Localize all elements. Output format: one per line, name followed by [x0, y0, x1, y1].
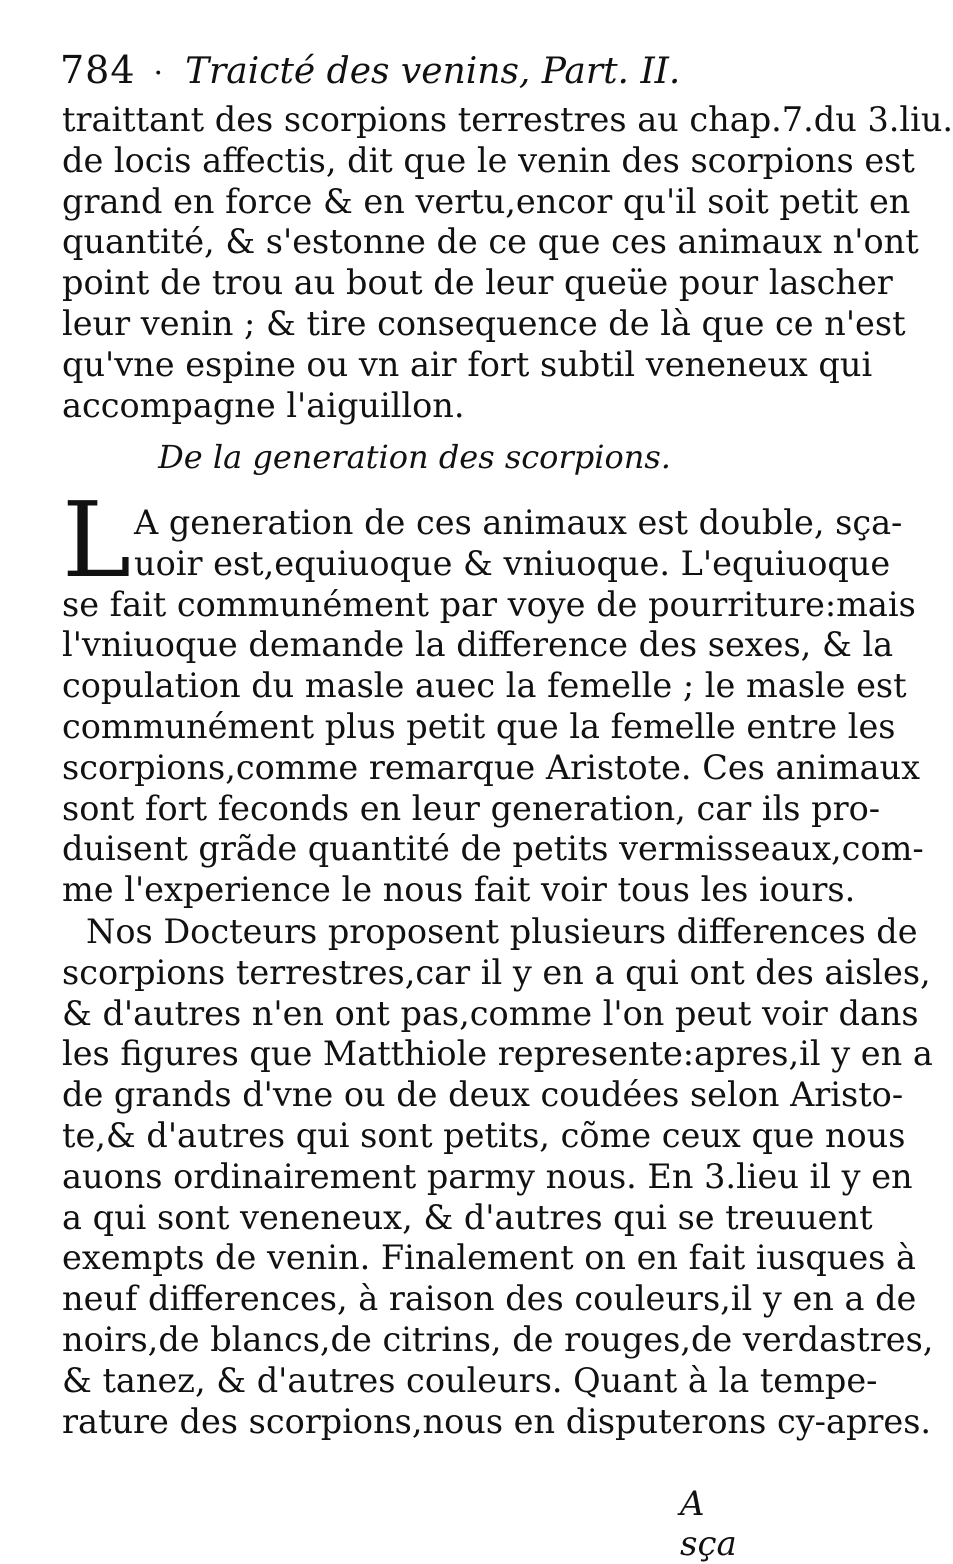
- paragraph-generation: [62, 503, 924, 911]
- text-line: neuf differences, à raison des couleurs,il y en a de: [62, 1279, 917, 1319]
- catchword: A sça: [680, 1484, 737, 1564]
- text-line: me l'experience le nous fait voir tous les iours.: [62, 870, 856, 910]
- text-line: scorpions,comme remarque Aristote. Ces animaux: [62, 747, 920, 787]
- text-line: & tanez, & d'autres couleurs. Quant à la tempe-: [62, 1360, 878, 1400]
- text-line: de locis affectis, dit que le venin des scorpions est: [62, 140, 915, 180]
- text-line: uoir est,equiuoque & vniuoque. L'equiuoque: [134, 543, 891, 583]
- text-line: point de trou au bout de leur queüe pour lascher: [62, 263, 893, 303]
- paragraph-continuation: [62, 100, 953, 426]
- running-title: Traicté des venins, Part. II.: [185, 51, 681, 92]
- text-line: l'vniuoque demande la difference des sexes, & la: [62, 625, 894, 665]
- page-header: [60, 48, 760, 96]
- text-line: rature des scorpions,nous en disputerons cy-apres.: [62, 1401, 932, 1441]
- text-line: & d'autres n'en ont pas,comme l'on peut voir dans: [62, 993, 919, 1033]
- text-line: leur venin ; & tire consequence de là que ce n'est: [62, 303, 906, 343]
- section-heading: De la generation des scorpions.: [158, 438, 671, 476]
- text-line: Nos Docteurs proposent plusieurs differences de: [86, 912, 918, 951]
- text-line: traittant des scorpions terrestres au chap.7.du 3.liu.: [62, 100, 953, 139]
- text-line: quantité, & s'estonne de ce que ces animaux n'ont: [62, 222, 919, 262]
- text-line: de grands d'vne ou de deux coudées selon Aristo-: [62, 1075, 904, 1115]
- drop-cap: L: [62, 479, 132, 601]
- text-line: sont fort feconds en leur generation, car ils pro-: [62, 788, 881, 828]
- text-line: grand en force & en vertu,encor qu'il soit petit en: [62, 181, 911, 221]
- text-line: scorpions terrestres,car il y en a qui ont des aisles,: [62, 952, 931, 992]
- header-separator: ·: [153, 56, 164, 91]
- text-line: qu'vne espine ou vn air fort subtil veneneux qui: [62, 344, 873, 384]
- text-line: te,& d'autres qui sont petits, cõme ceux que nous: [62, 1115, 906, 1155]
- text-line: se fait communément par voye de pourriture:mais: [62, 584, 916, 624]
- text-line: auons ordinairement parmy nous. En 3.lieu il y en: [62, 1156, 913, 1196]
- text-line: les figures que Matthiole represente:apres,il y en a: [62, 1034, 933, 1074]
- text-line: noirs,de blancs,de citrins, de rouges,de verdastres,: [62, 1319, 934, 1359]
- text-line: copulation du masle auec la femelle ; le masle est: [62, 666, 907, 706]
- text-line: duisent grãde quantité de petits vermisseaux,com-: [62, 829, 924, 869]
- text-line: exempts de venin. Finalement on en fait iusques à: [62, 1238, 916, 1278]
- text-line: a qui sont veneneux, & d'autres qui se treuuent: [62, 1197, 873, 1237]
- page-number: 784: [60, 48, 136, 92]
- text-line: A generation de ces animaux est double, sça-: [134, 503, 903, 542]
- paragraph-differences: [62, 912, 934, 1442]
- text-line: communément plus petit que la femelle entre les: [62, 706, 896, 746]
- text-line: accompagne l'aiguillon.: [62, 385, 465, 425]
